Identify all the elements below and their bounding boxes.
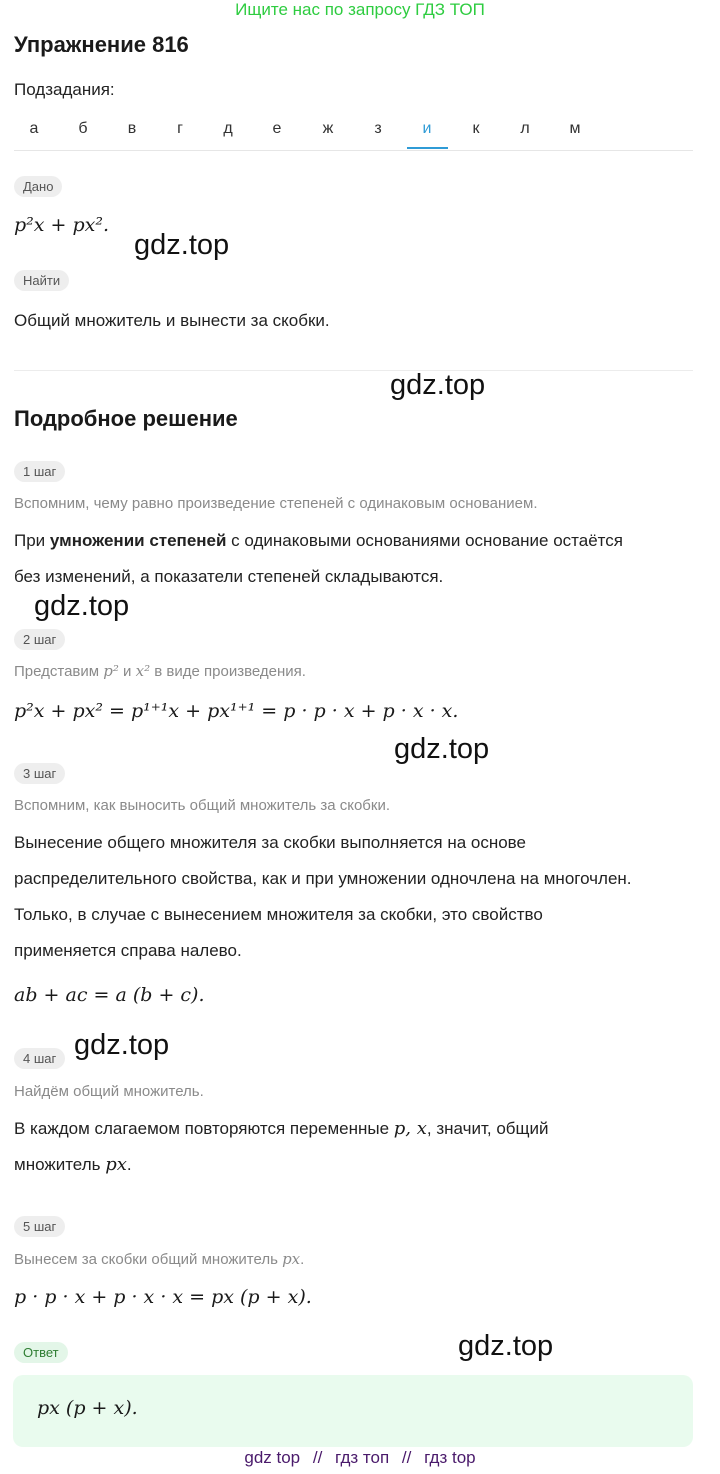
watermark: gdz.top (74, 1029, 170, 1061)
step-1-text-rest: с одинаковыми основаниями основание остаётся (226, 531, 623, 550)
footer-separator: // (312, 1448, 323, 1467)
tab-m[interactable]: м (569, 120, 581, 137)
step-2-hint-math-1: p² (103, 662, 119, 680)
step-1-hint: Вспомним, чему равно произведение степеней с одинаковым основанием. (14, 495, 538, 512)
step-3-hint: Вспомним, как выносить общий множитель за скобки. (14, 797, 390, 814)
step-5-hint-prefix: Вынесем за скобки общий множитель (14, 1251, 283, 1268)
step-5-hint-suffix: . (300, 1251, 305, 1268)
section-divider (14, 370, 693, 371)
active-tab-indicator (407, 147, 448, 149)
step-4-line-1-prefix: В каждом слагаемом повторяются переменные (14, 1119, 394, 1138)
watermark: gdz.top (394, 733, 490, 765)
step-1-text-line-2: без изменений, а показатели степеней складываются. (14, 567, 444, 586)
step-2-hint-prefix: Представим (14, 663, 104, 680)
answer-box (13, 1375, 693, 1447)
step-5-hint-math: px (282, 1250, 301, 1268)
watermark: gdz.top (458, 1330, 554, 1362)
step-5-expression: p · p · x + p · x · x = px (p + x). (14, 1286, 312, 1308)
footer-link-gdz-top[interactable]: gdz top (244, 1448, 301, 1467)
search-banner: Ищите нас по запросу ГДЗ ТОП (235, 0, 485, 19)
find-badge: Найти (14, 270, 69, 291)
tab-g[interactable]: г (177, 120, 183, 137)
step-2-hint-math-2: x² (135, 662, 151, 680)
step-3-badge: 3 шаг (14, 763, 65, 784)
step-4-text-line-2 (14, 1154, 132, 1175)
step-4-line-2-prefix: множитель (14, 1155, 106, 1174)
tab-d[interactable]: д (223, 120, 233, 137)
step-1-text-line-1 (14, 531, 623, 551)
step-4-badge: 4 шаг (14, 1048, 65, 1069)
step-3-text-line-2: распределительного свойства, как и при умножении одночлена на многочлен. (14, 869, 632, 888)
step-1-badge: 1 шаг (14, 461, 65, 482)
watermark: gdz.top (34, 590, 130, 622)
footer-links (0, 1448, 720, 1468)
solution-title: Подробное решение (14, 406, 238, 431)
footer-link-gdz-top-mixed[interactable]: гдз top (424, 1448, 476, 1467)
step-4-line-1-suffix: , значит, общий (426, 1119, 549, 1138)
step-1-text-prefix: При (14, 531, 50, 550)
step-2-hint-suffix: в виде произведения. (150, 663, 306, 680)
step-1-text-bold: умножении степеней (49, 531, 227, 550)
watermark: gdz.top (390, 369, 486, 401)
tab-k[interactable]: к (472, 120, 480, 137)
tab-i[interactable]: и (422, 120, 432, 137)
tab-a[interactable]: а (29, 120, 39, 137)
tab-v[interactable]: в (127, 120, 137, 137)
watermark: gdz.top (134, 229, 230, 261)
step-4-line-1-math: p, x (393, 1118, 427, 1139)
page-title: Упражнение 816 (14, 32, 189, 57)
subtask-tabs (14, 112, 693, 151)
step-5-badge: 5 шаг (14, 1216, 65, 1237)
subtasks-label: Подзадания: (14, 80, 115, 99)
step-4-line-2-math: px (105, 1154, 127, 1175)
step-3-expression: ab + ac = a (b + c). (14, 984, 205, 1006)
given-badge: Дано (14, 176, 62, 197)
tab-zh[interactable]: ж (322, 120, 334, 137)
tab-b[interactable]: б (78, 120, 88, 137)
step-3-text-line-1: Вынесение общего множителя за скобки выполняется на основе (14, 833, 526, 852)
step-2-hint-mid: и (118, 663, 136, 680)
answer-expression: px (p + x). (37, 1397, 138, 1419)
given-expression-text: p²x + px². (14, 214, 110, 236)
footer-separator: // (401, 1448, 412, 1467)
step-5-hint (14, 1250, 304, 1268)
step-2-expression: p²x + px² = p¹⁺¹x + px¹⁺¹ = p · p · x + p · x · x. (14, 700, 459, 722)
step-4-hint: Найдём общий множитель. (14, 1083, 204, 1100)
tab-z[interactable]: з (374, 120, 382, 137)
step-3-text-line-3: Только, в случае с вынесением множителя за скобки, это свойство (14, 905, 543, 924)
step-2-badge: 2 шаг (14, 629, 65, 650)
step-2-hint (14, 662, 306, 680)
tab-l[interactable]: л (520, 120, 530, 137)
given-expression (14, 214, 109, 236)
step-3-text-line-4: применяется справа налево. (14, 941, 242, 960)
step-4-line-2-suffix: . (126, 1155, 132, 1174)
answer-badge: Ответ (14, 1342, 68, 1363)
tab-e[interactable]: е (272, 120, 282, 137)
find-text: Общий множитель и вынести за скобки. (14, 311, 330, 330)
step-4-text-line-1 (14, 1118, 549, 1139)
footer-link-gdz-top-ru[interactable]: гдз топ (335, 1448, 390, 1467)
